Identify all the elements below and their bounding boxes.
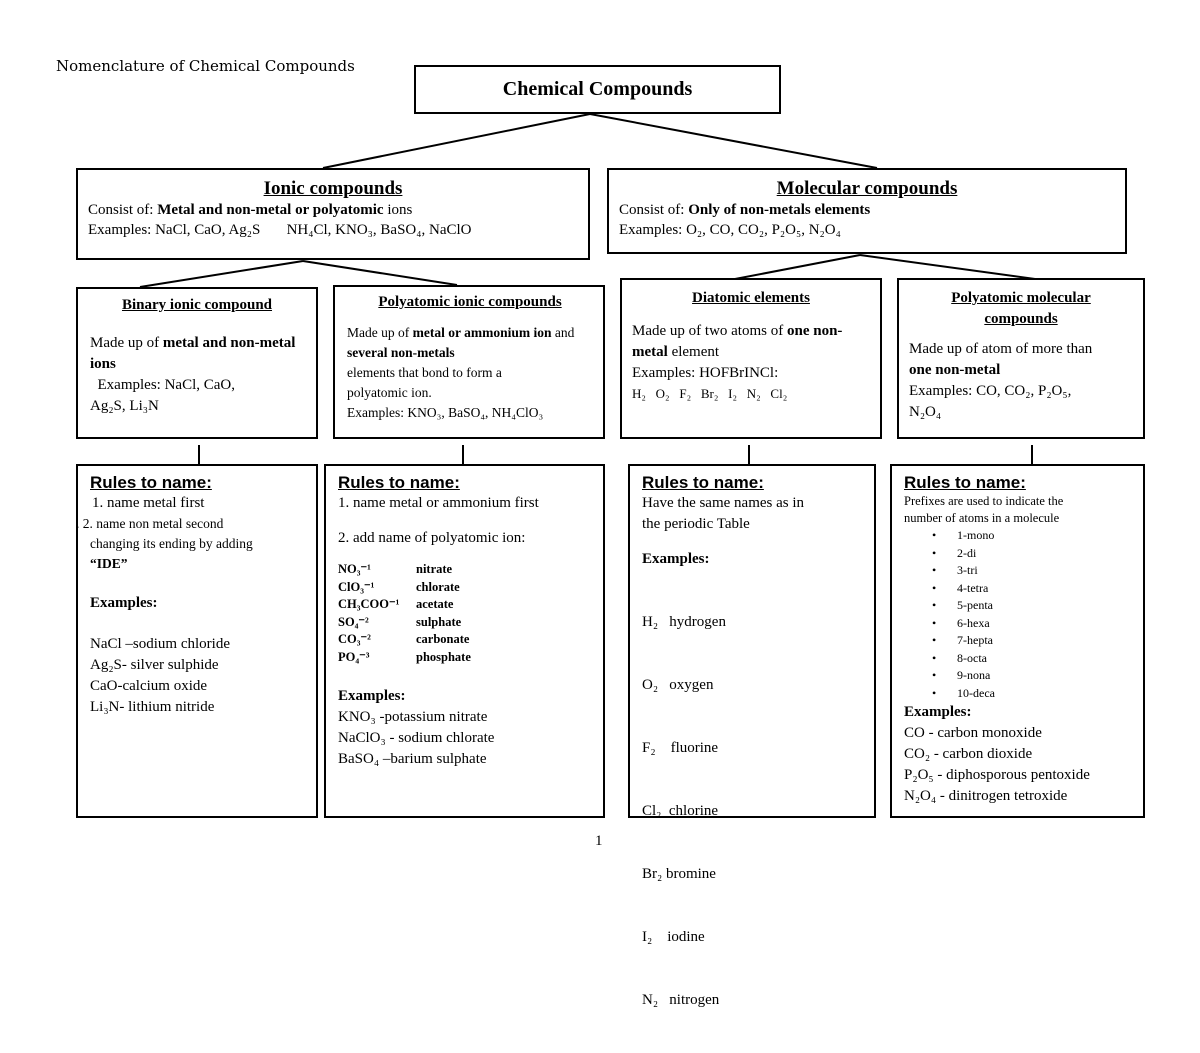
list-item: N₂O₄ - dinitrogen tetroxide [904, 788, 1068, 804]
table-row: CH₃COO⁻¹ acetate [338, 597, 454, 611]
prefix-list [904, 527, 1143, 702]
ionic-consist: Consist of: Metal and non-metal or polyatomic ions [88, 202, 413, 218]
list-item: Cl₂ chlorine [642, 803, 719, 819]
diatomic-heading: Diatomic elements [692, 290, 810, 306]
ionic-compounds-box [76, 168, 590, 260]
list-item: CO₂ - carbon dioxide [904, 746, 1033, 762]
binary-examples: Examples: NaCl, CaO, Ag₂S, Li₃N [90, 377, 235, 414]
list-item: Li₃N- lithium nitride [90, 699, 215, 715]
diatomic-rules-box [628, 464, 876, 1008]
polyionic-rules-heading: Rules to name: [338, 473, 460, 492]
list-item: CaO-calcium oxide [90, 678, 208, 694]
root-box [414, 65, 781, 114]
page-number: 1 [595, 833, 603, 849]
table-row: CO₃⁻² carbonate [338, 632, 470, 646]
list-item: • 1-mono [932, 527, 1143, 545]
list-item: H₂ hydrogen [642, 614, 726, 630]
binary-examples-heading: Examples: [90, 595, 158, 611]
binary-rules-box [76, 464, 318, 818]
binary-examples-list [90, 634, 316, 718]
list-item: I₂ iodine [642, 929, 705, 945]
ionic-examples: Examples: NaCl, CaO, Ag₂S NH₄Cl, KNO₃, BaSO₄, NaClO [88, 222, 472, 238]
table-row: ClO₃⁻¹ chlorate [338, 579, 460, 594]
list-item: • 9-nona [932, 667, 1143, 685]
polyionic-rule-2: 2. add name of polyatomic ion: [338, 530, 526, 546]
list-item: • 3-tri [932, 562, 1143, 580]
polyionic-rule-1: 1. name metal or ammonium first [338, 495, 539, 511]
list-item: P₂O₅ - diphosporous pentoxide [904, 767, 1090, 783]
binary-rules-heading: Rules to name: [90, 473, 212, 492]
polymolecular-examples-list [904, 723, 1143, 807]
polyionic-examples-list [338, 707, 603, 770]
polymolecular-description: Made up of atom of more than one non-metal [909, 341, 1093, 378]
list-item: BaSO₄ –barium sulphate [338, 751, 487, 767]
list-item: • 6-hexa [932, 615, 1143, 633]
diatomic-elements-box [620, 278, 882, 439]
list-item: • 4-tetra [932, 580, 1143, 598]
molecular-examples: Examples: O₂, CO, CO₂, P₂O₅, N₂O₄ [619, 222, 841, 238]
list-item: O₂ oxygen [642, 677, 714, 693]
diatomic-examples-list [642, 570, 874, 1053]
polymolecular-rules-description: Prefixes are used to indicate the number of atoms in a molecule [904, 494, 1064, 525]
list-item: • 7-hepta [932, 632, 1143, 650]
root-title: Chemical Compounds [502, 78, 693, 100]
list-item: NaCl –sodium chloride [90, 636, 230, 652]
polyionic-rules-box [324, 464, 605, 818]
diatomic-elements-line: H₂ O₂ F₂ Br₂ I₂ N₂ Cl₂ [632, 386, 788, 401]
molecular-consist: Consist of: Only of non-metals elements [619, 202, 871, 218]
polyionic-description: Made up of metal or ammonium ion and several non-metals elements that bond to form a polyatomic ion. [347, 325, 575, 400]
ionic-heading: Ionic compounds [263, 178, 403, 199]
polymolecular-rules-heading: Rules to name: [904, 473, 1026, 492]
list-item: KNO₃ -potassium nitrate [338, 709, 488, 725]
polymolecular-examples: Examples: CO, CO₂, P₂O₅, N₂O₄ [909, 383, 1072, 420]
list-item: • 2-di [932, 545, 1143, 563]
polyatomic-ion-table [338, 561, 471, 666]
polyatomic-molecular-box [897, 278, 1145, 439]
polyionic-heading: Polyatomic ionic compounds [378, 294, 562, 310]
polymolecular-examples-heading: Examples: [904, 704, 972, 720]
polymolecular-rules-box [890, 464, 1145, 818]
list-item: • 10-deca [932, 685, 1143, 703]
list-item: NaClO₃ - sodium chlorate [338, 730, 495, 746]
list-item: • 8-octa [932, 650, 1143, 668]
binary-rule-1: 1. name metal first [92, 495, 205, 511]
diatomic-examples-heading: Examples: [642, 551, 710, 567]
polyatomic-ionic-box [333, 285, 605, 439]
diatomic-description: Made up of two atoms of one non-metal element [632, 323, 843, 360]
list-item: F₂ fluorine [642, 740, 719, 756]
molecular-compounds-box [607, 168, 1127, 254]
polyionic-examples-heading: Examples: [338, 688, 406, 704]
document-title: Nomenclature of Chemical Compounds [56, 57, 355, 75]
list-item: Ag₂S- silver sulphide [90, 657, 219, 673]
list-item: N₂ nitrogen [642, 992, 720, 1008]
diatomic-rules-heading: Rules to name: [642, 473, 764, 492]
polymolecular-heading: Polyatomic molecular compounds [951, 290, 1091, 327]
molecular-heading: Molecular compounds [776, 178, 958, 199]
binary-ionic-box [76, 287, 318, 439]
binary-heading: Binary ionic compound [121, 297, 273, 313]
diatomic-rules-description: Have the same names as in the periodic Table [642, 495, 805, 532]
table-row: NO₃⁻¹ nitrate [338, 562, 453, 576]
binary-description: Made up of metal and non-metal ions [90, 335, 296, 372]
table-row: PO₄⁻³ phosphate [338, 649, 471, 664]
list-item: CO - carbon monoxide [904, 725, 1042, 741]
list-item: • 5-penta [932, 597, 1143, 615]
diatomic-examples: Examples: HOFBrINCl: [632, 365, 779, 381]
list-item: Br₂ bromine [642, 866, 716, 882]
table-row: SO₄⁻² sulphate [338, 614, 462, 629]
polyionic-examples: Examples: KNO₃, BaSO₄, NH₄ClO₃ [347, 405, 544, 420]
binary-rule-2: . 2. name non metal second changing its ending by adding “IDE” [76, 516, 253, 571]
